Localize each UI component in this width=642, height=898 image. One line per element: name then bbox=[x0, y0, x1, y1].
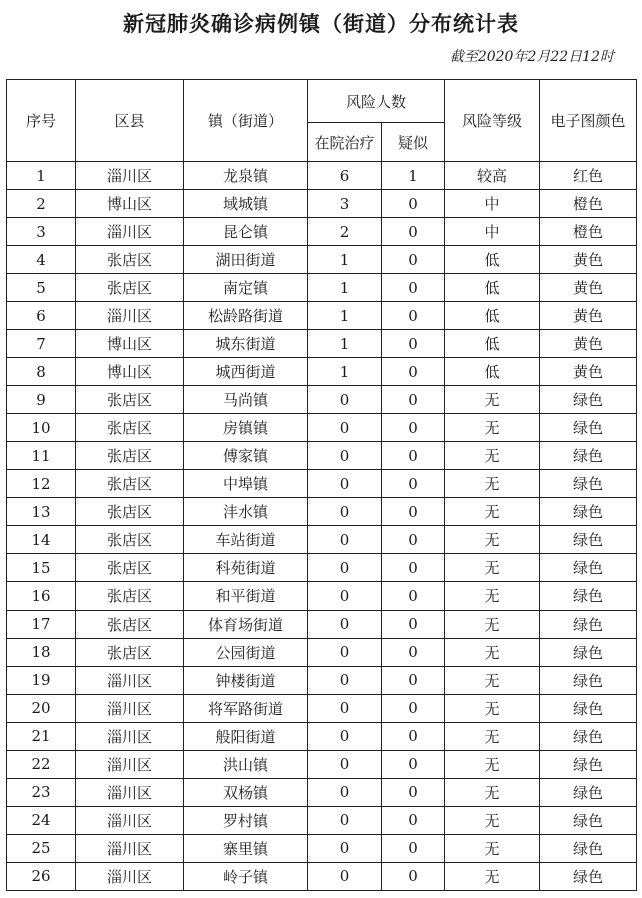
cell-risk-level: 无 bbox=[445, 666, 540, 694]
table-row bbox=[7, 582, 637, 610]
header-no-label: 序号 bbox=[25, 112, 56, 130]
cell-risk-level: 低 bbox=[445, 274, 540, 302]
cell-map-color: 橙色 bbox=[540, 218, 637, 246]
cell-suspected: 0 bbox=[382, 470, 445, 498]
cell-county: 淄川区 bbox=[76, 778, 184, 806]
table-row bbox=[7, 862, 637, 890]
cell-map-color: 绿色 bbox=[540, 498, 637, 526]
cell-in-hospital: 0 bbox=[308, 554, 382, 582]
cell-in-hospital: 1 bbox=[308, 302, 382, 330]
cell-county: 淄川区 bbox=[76, 834, 184, 862]
cell-map-color: 绿色 bbox=[540, 470, 637, 498]
cell-no: 8 bbox=[7, 358, 76, 386]
cell-risk-level: 无 bbox=[445, 610, 540, 638]
cell-town: 将军路街道 bbox=[184, 694, 308, 722]
table-row bbox=[7, 358, 637, 386]
table-header bbox=[7, 80, 637, 162]
header-town-label: 镇（街道） bbox=[207, 112, 283, 130]
cell-risk-level: 无 bbox=[445, 526, 540, 554]
cell-town: 城西街道 bbox=[184, 358, 308, 386]
cell-map-color: 黄色 bbox=[540, 274, 637, 302]
cell-suspected: 0 bbox=[382, 526, 445, 554]
cell-town: 昆仑镇 bbox=[184, 218, 308, 246]
cell-risk-level: 中 bbox=[445, 190, 540, 218]
table-row bbox=[7, 274, 637, 302]
cell-suspected: 0 bbox=[382, 386, 445, 414]
table-row bbox=[7, 834, 637, 862]
cell-county: 淄川区 bbox=[76, 806, 184, 834]
cell-town: 车站街道 bbox=[184, 526, 308, 554]
cell-no: 18 bbox=[7, 638, 76, 666]
cell-no: 2 bbox=[7, 190, 76, 218]
cell-no: 21 bbox=[7, 722, 76, 750]
cell-suspected: 0 bbox=[382, 414, 445, 442]
cell-town: 松龄路街道 bbox=[184, 302, 308, 330]
cell-risk-level: 无 bbox=[445, 582, 540, 610]
cell-in-hospital: 0 bbox=[308, 834, 382, 862]
cell-county: 张店区 bbox=[76, 246, 184, 274]
cell-town: 寨里镇 bbox=[184, 834, 308, 862]
cell-county: 博山区 bbox=[76, 330, 184, 358]
cell-risk-level: 低 bbox=[445, 302, 540, 330]
cell-county: 张店区 bbox=[76, 554, 184, 582]
cell-town: 双杨镇 bbox=[184, 778, 308, 806]
header-map-color-label: 电子图颜色 bbox=[550, 112, 626, 130]
table-row bbox=[7, 414, 637, 442]
cell-in-hospital: 1 bbox=[308, 330, 382, 358]
cell-county: 淄川区 bbox=[76, 694, 184, 722]
cell-in-hospital: 0 bbox=[308, 778, 382, 806]
cell-suspected: 0 bbox=[382, 498, 445, 526]
table-row bbox=[7, 638, 637, 666]
cell-suspected: 0 bbox=[382, 610, 445, 638]
cell-risk-level: 无 bbox=[445, 638, 540, 666]
cell-county: 淄川区 bbox=[76, 722, 184, 750]
cell-map-color: 黄色 bbox=[540, 358, 637, 386]
cell-suspected: 0 bbox=[382, 442, 445, 470]
cell-county: 张店区 bbox=[76, 414, 184, 442]
cell-county: 张店区 bbox=[76, 470, 184, 498]
cell-suspected: 0 bbox=[382, 834, 445, 862]
cell-in-hospital: 3 bbox=[308, 190, 382, 218]
cell-suspected: 0 bbox=[382, 302, 445, 330]
cell-in-hospital: 0 bbox=[308, 806, 382, 834]
cell-risk-level: 低 bbox=[445, 358, 540, 386]
cell-map-color: 黄色 bbox=[540, 330, 637, 358]
cell-no: 16 bbox=[7, 582, 76, 610]
cell-no: 24 bbox=[7, 806, 76, 834]
cell-risk-level: 无 bbox=[445, 386, 540, 414]
table-row bbox=[7, 246, 637, 274]
cell-no: 9 bbox=[7, 386, 76, 414]
cell-town: 南定镇 bbox=[184, 274, 308, 302]
cell-risk-level: 无 bbox=[445, 414, 540, 442]
cell-in-hospital: 0 bbox=[308, 526, 382, 554]
cell-in-hospital: 0 bbox=[308, 582, 382, 610]
cell-map-color: 绿色 bbox=[540, 750, 637, 778]
cell-no: 20 bbox=[7, 694, 76, 722]
cell-county: 张店区 bbox=[76, 386, 184, 414]
cell-county: 张店区 bbox=[76, 526, 184, 554]
cell-in-hospital: 0 bbox=[308, 694, 382, 722]
cell-town: 科苑街道 bbox=[184, 554, 308, 582]
cell-in-hospital: 1 bbox=[308, 274, 382, 302]
cell-risk-level: 较高 bbox=[445, 162, 540, 190]
table-row bbox=[7, 554, 637, 582]
cell-no: 25 bbox=[7, 834, 76, 862]
cell-no: 22 bbox=[7, 750, 76, 778]
cell-suspected: 0 bbox=[382, 218, 445, 246]
table-row bbox=[7, 778, 637, 806]
cell-suspected: 0 bbox=[382, 694, 445, 722]
cell-in-hospital: 0 bbox=[308, 610, 382, 638]
cell-county: 淄川区 bbox=[76, 666, 184, 694]
cell-risk-level: 无 bbox=[445, 442, 540, 470]
header-county-label: 区县 bbox=[114, 112, 145, 130]
cell-in-hospital: 1 bbox=[308, 246, 382, 274]
cell-map-color: 黄色 bbox=[540, 246, 637, 274]
cell-suspected: 0 bbox=[382, 330, 445, 358]
table-row bbox=[7, 526, 637, 554]
header-risk-level-label: 风险等级 bbox=[462, 112, 523, 130]
cell-county: 张店区 bbox=[76, 442, 184, 470]
header-in-hospital-label: 在院治疗 bbox=[314, 133, 375, 152]
cell-suspected: 0 bbox=[382, 190, 445, 218]
cell-no: 5 bbox=[7, 274, 76, 302]
cell-map-color: 绿色 bbox=[540, 414, 637, 442]
table-row bbox=[7, 470, 637, 498]
cell-suspected: 1 bbox=[382, 162, 445, 190]
cell-suspected: 0 bbox=[382, 778, 445, 806]
cell-no: 1 bbox=[7, 162, 76, 190]
cell-no: 12 bbox=[7, 470, 76, 498]
cell-suspected: 0 bbox=[382, 722, 445, 750]
cell-map-color: 绿色 bbox=[540, 666, 637, 694]
cell-no: 7 bbox=[7, 330, 76, 358]
cell-risk-level: 中 bbox=[445, 218, 540, 246]
cell-no: 17 bbox=[7, 610, 76, 638]
cell-map-color: 绿色 bbox=[540, 526, 637, 554]
cell-risk-level: 低 bbox=[445, 330, 540, 358]
cell-map-color: 绿色 bbox=[540, 442, 637, 470]
table-row bbox=[7, 302, 637, 330]
header-in-hospital bbox=[308, 123, 382, 162]
cell-no: 26 bbox=[7, 862, 76, 890]
cell-in-hospital: 0 bbox=[308, 442, 382, 470]
cell-in-hospital: 0 bbox=[308, 498, 382, 526]
cell-in-hospital: 0 bbox=[308, 750, 382, 778]
cell-county: 博山区 bbox=[76, 190, 184, 218]
cell-suspected: 0 bbox=[382, 274, 445, 302]
cell-town: 域城镇 bbox=[184, 190, 308, 218]
table-row bbox=[7, 162, 637, 190]
cell-map-color: 绿色 bbox=[540, 554, 637, 582]
cell-town: 龙泉镇 bbox=[184, 162, 308, 190]
cell-no: 3 bbox=[7, 218, 76, 246]
cell-suspected: 0 bbox=[382, 750, 445, 778]
table-row bbox=[7, 666, 637, 694]
cell-town: 公园街道 bbox=[184, 638, 308, 666]
cell-county: 淄川区 bbox=[76, 162, 184, 190]
cell-no: 6 bbox=[7, 302, 76, 330]
cell-county: 淄川区 bbox=[76, 750, 184, 778]
table-row bbox=[7, 218, 637, 246]
cell-risk-level: 无 bbox=[445, 750, 540, 778]
cell-county: 张店区 bbox=[76, 274, 184, 302]
cell-in-hospital: 6 bbox=[308, 162, 382, 190]
cell-no: 23 bbox=[7, 778, 76, 806]
header-county bbox=[76, 80, 184, 162]
cell-town: 体育场街道 bbox=[184, 610, 308, 638]
cell-map-color: 绿色 bbox=[540, 386, 637, 414]
header-risk-count bbox=[308, 80, 445, 123]
cell-risk-level: 无 bbox=[445, 834, 540, 862]
cell-county: 张店区 bbox=[76, 582, 184, 610]
cell-town: 钟楼街道 bbox=[184, 666, 308, 694]
cell-no: 10 bbox=[7, 414, 76, 442]
cell-risk-level: 无 bbox=[445, 470, 540, 498]
cell-no: 15 bbox=[7, 554, 76, 582]
header-risk-level bbox=[445, 80, 540, 162]
cell-map-color: 绿色 bbox=[540, 834, 637, 862]
table-body bbox=[7, 162, 637, 891]
cell-map-color: 绿色 bbox=[540, 722, 637, 750]
cell-risk-level: 无 bbox=[445, 722, 540, 750]
cell-risk-level: 低 bbox=[445, 246, 540, 274]
cell-town: 城东街道 bbox=[184, 330, 308, 358]
cell-no: 13 bbox=[7, 498, 76, 526]
cell-town: 罗村镇 bbox=[184, 806, 308, 834]
cell-town: 洪山镇 bbox=[184, 750, 308, 778]
cell-in-hospital: 0 bbox=[308, 722, 382, 750]
table-row bbox=[7, 750, 637, 778]
cell-town: 马尚镇 bbox=[184, 386, 308, 414]
cell-town: 岭子镇 bbox=[184, 862, 308, 890]
cell-county: 淄川区 bbox=[76, 862, 184, 890]
header-suspected bbox=[382, 123, 445, 162]
cell-town: 中埠镇 bbox=[184, 470, 308, 498]
header-row bbox=[7, 80, 637, 123]
cell-map-color: 绿色 bbox=[540, 806, 637, 834]
cell-town: 般阳街道 bbox=[184, 722, 308, 750]
cell-town: 沣水镇 bbox=[184, 498, 308, 526]
table-row bbox=[7, 330, 637, 358]
cell-risk-level: 无 bbox=[445, 694, 540, 722]
cell-county: 博山区 bbox=[76, 358, 184, 386]
cell-suspected: 0 bbox=[382, 582, 445, 610]
table-row bbox=[7, 610, 637, 638]
cell-town: 房镇镇 bbox=[184, 414, 308, 442]
table-row bbox=[7, 442, 637, 470]
table-row bbox=[7, 722, 637, 750]
table-row bbox=[7, 190, 637, 218]
cell-in-hospital: 0 bbox=[308, 666, 382, 694]
cell-in-hospital: 0 bbox=[308, 386, 382, 414]
cell-in-hospital: 2 bbox=[308, 218, 382, 246]
cell-town: 和平街道 bbox=[184, 582, 308, 610]
table-row bbox=[7, 694, 637, 722]
cell-suspected: 0 bbox=[382, 638, 445, 666]
cell-risk-level: 无 bbox=[445, 806, 540, 834]
cell-map-color: 黄色 bbox=[540, 302, 637, 330]
cell-town: 傅家镇 bbox=[184, 442, 308, 470]
cell-risk-level: 无 bbox=[445, 862, 540, 890]
cell-county: 张店区 bbox=[76, 638, 184, 666]
cell-risk-level: 无 bbox=[445, 554, 540, 582]
header-town bbox=[184, 80, 308, 162]
cell-risk-level: 无 bbox=[445, 498, 540, 526]
page-title: 新冠肺炎确诊病例镇（街道）分布统计表 bbox=[123, 12, 519, 36]
cell-county: 淄川区 bbox=[76, 302, 184, 330]
cell-no: 4 bbox=[7, 246, 76, 274]
cell-suspected: 0 bbox=[382, 554, 445, 582]
cell-map-color: 绿色 bbox=[540, 610, 637, 638]
cell-no: 11 bbox=[7, 442, 76, 470]
cell-in-hospital: 0 bbox=[308, 470, 382, 498]
cell-suspected: 0 bbox=[382, 358, 445, 386]
table-row bbox=[7, 806, 637, 834]
cell-map-color: 绿色 bbox=[540, 582, 637, 610]
cell-map-color: 绿色 bbox=[540, 862, 637, 890]
cell-no: 19 bbox=[7, 666, 76, 694]
cell-map-color: 绿色 bbox=[540, 694, 637, 722]
cell-county: 淄川区 bbox=[76, 218, 184, 246]
header-map-color bbox=[540, 80, 637, 162]
cell-in-hospital: 0 bbox=[308, 862, 382, 890]
cell-county: 张店区 bbox=[76, 498, 184, 526]
cell-no: 14 bbox=[7, 526, 76, 554]
as-of-date: 截至2020年2月22日12时 bbox=[449, 49, 614, 65]
cell-map-color: 绿色 bbox=[540, 638, 637, 666]
cell-in-hospital: 1 bbox=[308, 358, 382, 386]
cell-map-color: 橙色 bbox=[540, 190, 637, 218]
cell-suspected: 0 bbox=[382, 666, 445, 694]
header-risk-count-label: 风险人数 bbox=[346, 92, 407, 111]
table-row bbox=[7, 498, 637, 526]
header-no bbox=[7, 80, 76, 162]
cell-map-color: 红色 bbox=[540, 162, 637, 190]
cell-map-color: 绿色 bbox=[540, 778, 637, 806]
cell-risk-level: 无 bbox=[445, 778, 540, 806]
cell-suspected: 0 bbox=[382, 806, 445, 834]
header-suspected-label: 疑似 bbox=[398, 133, 429, 152]
cell-in-hospital: 0 bbox=[308, 414, 382, 442]
table-row bbox=[7, 386, 637, 414]
stats-table bbox=[6, 79, 637, 891]
cell-in-hospital: 0 bbox=[308, 638, 382, 666]
cell-county: 张店区 bbox=[76, 610, 184, 638]
cell-town: 湖田街道 bbox=[184, 246, 308, 274]
cell-suspected: 0 bbox=[382, 862, 445, 890]
cell-suspected: 0 bbox=[382, 246, 445, 274]
